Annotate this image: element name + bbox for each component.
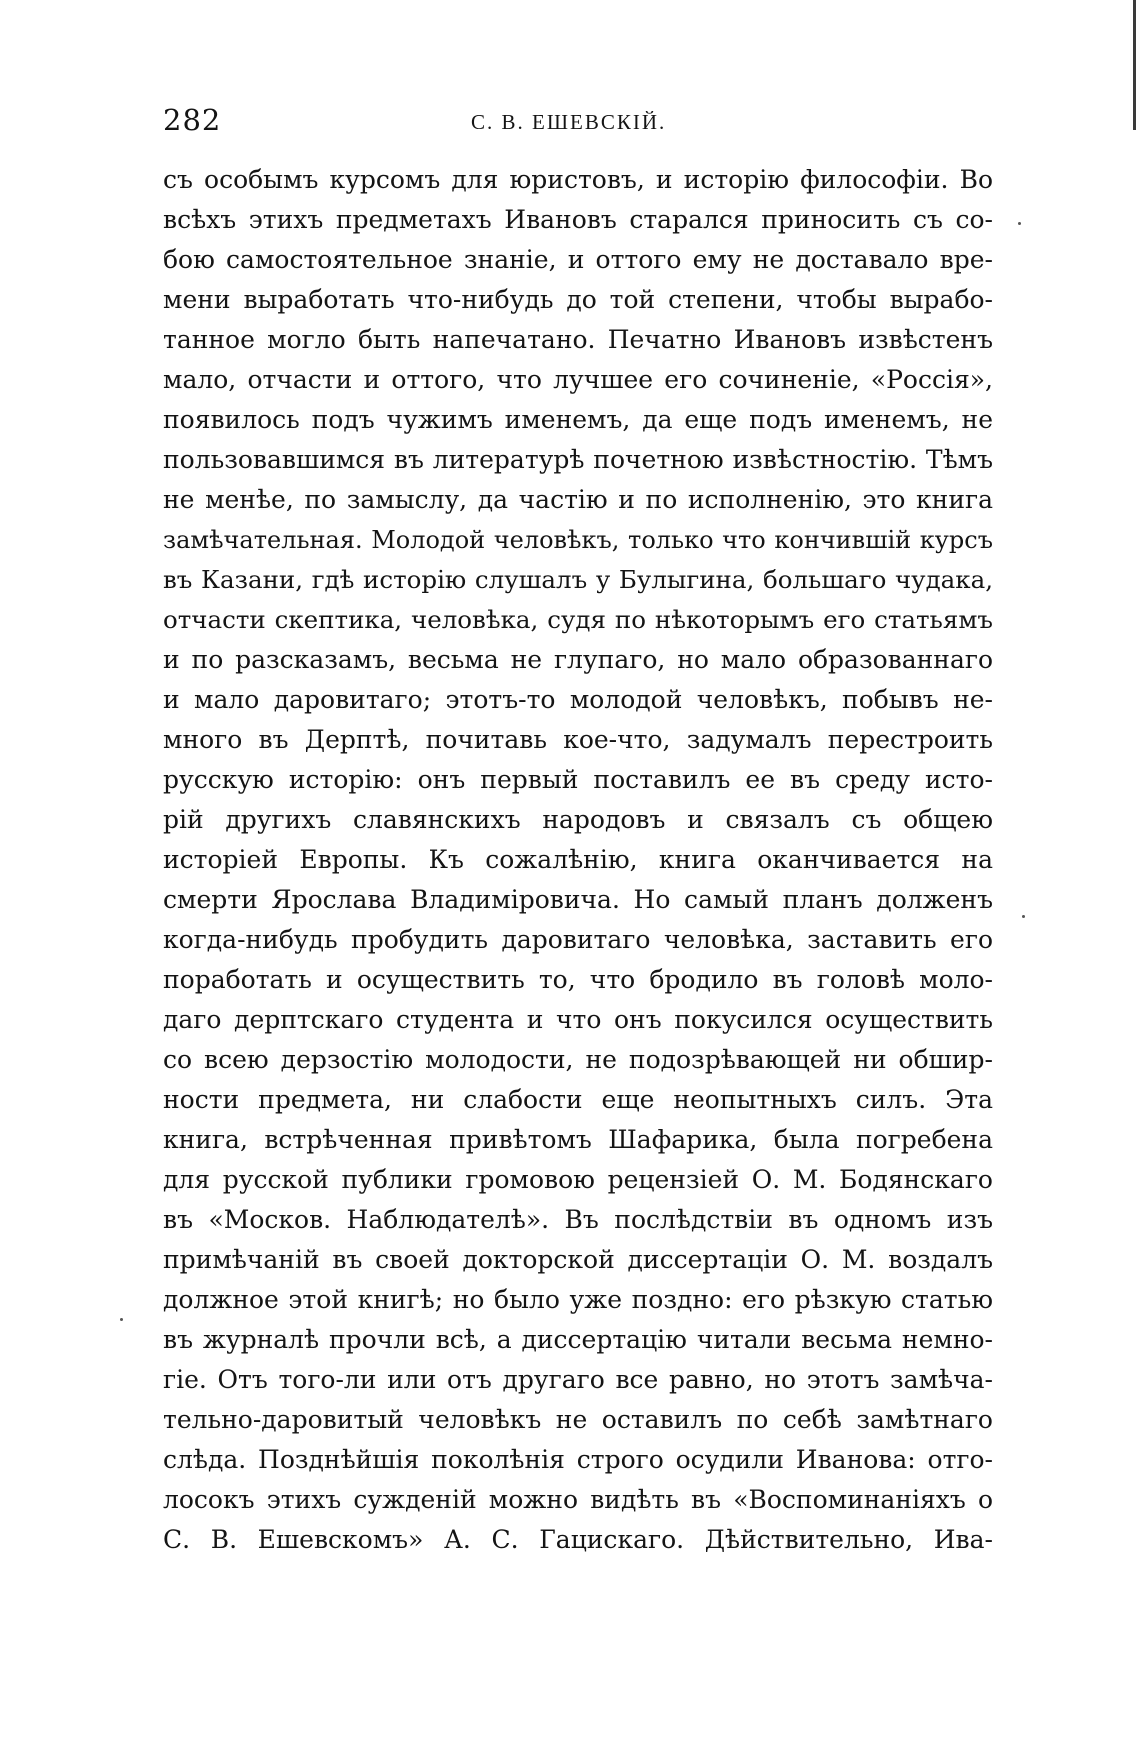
text-line: книга, встрѣченная привѣтомъ Шафарика, была погребена bbox=[163, 1125, 993, 1154]
text-line: поработать и осуществить то, что бродило въ головѣ моло- bbox=[163, 965, 993, 994]
text-line: даго дерптскаго студента и что онъ покусился осуществить bbox=[163, 1005, 993, 1034]
text-line: въ «Москов. Наблюдателѣ». Въ послѣдствіи въ одномъ изъ bbox=[163, 1205, 993, 1234]
text-line: пользовавшимся въ литературѣ почетною извѣстностію. Тѣмъ bbox=[163, 445, 993, 474]
print-speck bbox=[120, 1318, 123, 1321]
text-line: не менѣе, по замыслу, да частію и по исполненію, это книга bbox=[163, 485, 993, 514]
text-line: тельно-даровитый человѣкъ не оставилъ по себѣ замѣтнаго bbox=[163, 1405, 993, 1434]
text-line: замѣчательная. Молодой человѣкъ, только что кончившій курсъ bbox=[163, 526, 993, 554]
text-line: мени выработать что-нибудь до той степени, чтобы вырабо- bbox=[163, 285, 993, 314]
text-line: исторіей Европы. Къ сожалѣнію, книга оканчивается на bbox=[163, 845, 993, 874]
text-line: въ Казани, гдѣ исторію слушалъ у Булыгина, большаго чудака, bbox=[163, 565, 993, 594]
text-line: мало, отчасти и оттого, что лучшее его сочиненіе, «Россія», bbox=[163, 365, 993, 394]
text-line: русскую исторію: онъ первый поставилъ ее въ среду исто- bbox=[163, 765, 993, 794]
text-line: и по разсказамъ, весьма не глупаго, но мало образованнаго bbox=[163, 645, 993, 674]
text-line: гіе. Отъ того-ли или отъ другаго все равно, но этотъ замѣча- bbox=[163, 1365, 993, 1394]
text-line: лосокъ этихъ сужденій можно видѣть въ «Воспоминаніяхъ о bbox=[163, 1485, 993, 1514]
print-speck bbox=[1022, 915, 1025, 918]
text-line: отчасти скептика, человѣка, судя по нѣкоторымъ его статьямъ bbox=[163, 605, 993, 634]
body-text bbox=[163, 160, 993, 1560]
page-header bbox=[163, 100, 993, 140]
text-line: ности предмета, ни слабости еще неопытныхъ силъ. Эта bbox=[163, 1085, 993, 1114]
text-line: рій другихъ славянскихъ народовъ и связалъ съ общею bbox=[163, 805, 993, 834]
page-edge-shadow bbox=[1133, 0, 1136, 130]
text-line: когда-нибудь пробудить даровитаго человѣка, заставить его bbox=[163, 925, 993, 954]
text-line: и мало даровитаго; этотъ-то молодой человѣкъ, побывъ не- bbox=[163, 685, 993, 714]
text-line: въ журналѣ прочли всѣ, а диссертацію читали весьма немно- bbox=[163, 1325, 993, 1354]
text-line: появилось подъ чужимъ именемъ, да еще подъ именемъ, не bbox=[163, 405, 993, 434]
text-line: много въ Дерптѣ, почитавь кое-что, задумалъ перестроить bbox=[163, 725, 993, 754]
print-speck bbox=[1018, 222, 1021, 225]
text-line: бою самостоятельное знаніе, и оттого ему не доставало вре- bbox=[163, 245, 993, 274]
text-line: танное могло быть напечатано. Печатно Ивановъ извѣстенъ bbox=[163, 325, 993, 354]
text-line: всѣхъ этихъ предметахъ Ивановъ старался приносить съ со- bbox=[163, 205, 993, 234]
running-head: С. В. ЕШЕВСКІЙ. bbox=[471, 110, 667, 134]
text-line: С. В. Ешевскомъ» А. С. Гацискаго. Дѣйствительно, Ива- bbox=[163, 1525, 993, 1554]
text-line: смерти Ярослава Владиміровича. Но самый планъ долженъ bbox=[163, 885, 993, 914]
text-line: слѣда. Позднѣйшія поколѣнія строго осудили Иванова: отго- bbox=[163, 1445, 993, 1474]
text-line: для русской публики громовою рецензіей О. М. Бодянскаго bbox=[163, 1165, 993, 1194]
text-line: примѣчаній въ своей докторской диссертаціи О. М. воздалъ bbox=[163, 1245, 993, 1274]
page-number: 282 bbox=[163, 103, 222, 137]
text-line: съ особымъ курсомъ для юристовъ, и исторію философіи. Во bbox=[163, 165, 993, 194]
text-line: должное этой книгѣ; но было уже поздно: его рѣзкую статью bbox=[163, 1285, 993, 1314]
text-line: со всею дерзостію молодости, не подозрѣвающей ни обшир- bbox=[163, 1045, 993, 1074]
